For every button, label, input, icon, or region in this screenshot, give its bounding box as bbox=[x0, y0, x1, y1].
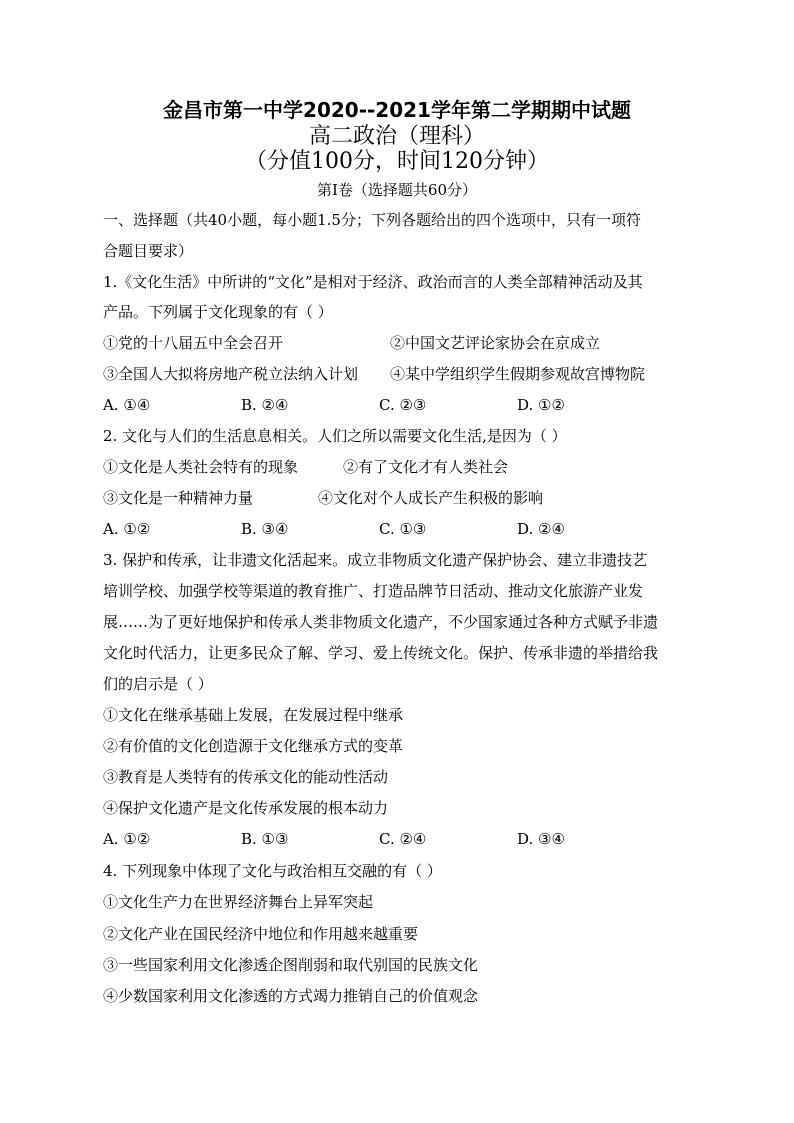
question-3-choice-a: A. ①② bbox=[103, 830, 151, 848]
question-2-item: ③文化是一种精神力量 bbox=[103, 489, 254, 507]
question-1-choice-c: C. ②③ bbox=[379, 396, 427, 414]
question-3-choice-c: C. ②④ bbox=[379, 830, 427, 848]
question-4-item: ②文化产业在国民经济中地位和作用越来越重要 bbox=[103, 925, 419, 943]
question-3-item: ①文化在继承基础上发展，在发展过程中继承 bbox=[103, 706, 404, 724]
question-1-item: ①党的十八届五中全会召开 bbox=[103, 334, 284, 352]
volume-title: 第Ⅰ卷（选择题共60分） bbox=[316, 181, 477, 199]
question-1-choice-a: A. ①④ bbox=[103, 396, 151, 414]
question-3-item: ④保护文化遗产是文化传承发展的根本动力 bbox=[103, 799, 389, 817]
question-4-item: ③一些国家利用文化渗透企图削弱和取代别国的民族文化 bbox=[103, 956, 479, 974]
instructions-line: 合题目要求） bbox=[103, 242, 194, 260]
question-3-item: ②有价值的文化创造源于文化继承方式的变革 bbox=[103, 737, 404, 755]
question-2-choice-d: D. ②④ bbox=[517, 520, 565, 538]
question-2-choice-a: A. ①② bbox=[103, 520, 151, 538]
instructions-line: 一、选择题（共40小题，每小题1.5分；下列各题给出的四个选项中，只有一项符 bbox=[103, 211, 641, 229]
question-1-choice-b: B. ②④ bbox=[241, 396, 289, 414]
question-3-item: ③教育是人类特有的传承文化的能动性活动 bbox=[103, 768, 389, 786]
question-4-item: ①文化生产力在世界经济舞台上异军突起 bbox=[103, 893, 374, 911]
question-2-item: ①文化是人类社会特有的现象 bbox=[103, 458, 299, 476]
question-3-stem: 文化时代活力，让更多民众了解、学习、爱上传统文化。保护、传承非遗的举措给我 bbox=[103, 644, 659, 662]
question-4-item: ④少数国家利用文化渗透的方式竭力推销自己的价值观念 bbox=[103, 987, 479, 1005]
question-1-item: ②中国文艺评论家协会在京成立 bbox=[390, 334, 601, 352]
question-1-item: ③全国人大拟将房地产税立法纳入计划 bbox=[103, 365, 359, 383]
question-1-item: ④某中学组织学生假期参观故宫博物院 bbox=[390, 365, 646, 383]
question-3-stem: 培训学校、加强学校等渠道的教育推广、打造品牌节日活动、推动文化旅游产业发 bbox=[103, 582, 644, 600]
exam-score-time: （分值100分，时间120分钟） bbox=[245, 149, 549, 174]
exam-school-title: 金昌市第一中学2020--2021学年第二学期期中试题 bbox=[163, 98, 631, 122]
question-1-choice-d: D. ①② bbox=[517, 396, 565, 414]
question-2-item: ②有了文化才有人类社会 bbox=[343, 458, 509, 476]
question-2-item: ④文化对个人成长产生积极的影响 bbox=[318, 489, 544, 507]
question-3-stem: 们的启示是（ ） bbox=[103, 675, 213, 693]
question-4-stem: 4. 下列现象中体现了文化与政治相互交融的有（ ） bbox=[103, 862, 442, 880]
exam-subject: 高二政治（理科） bbox=[308, 124, 485, 149]
question-2-choice-c: C. ①③ bbox=[379, 520, 427, 538]
question-2-choice-b: B. ③④ bbox=[241, 520, 289, 538]
question-1-stem: 产品。下列属于文化现象的有（ ） bbox=[103, 303, 333, 321]
question-3-stem: 展……为了更好地保护和传承人类非物质文化遗产，不少国家通过各种方式赋予非遗 bbox=[103, 613, 659, 631]
question-1-stem: 1.《文化生活》中所讲的“文化”是相对于经济、政治而言的人类全部精神活动及其 bbox=[103, 273, 643, 291]
question-3-choice-d: D. ③④ bbox=[517, 830, 565, 848]
question-3-stem: 3. 保护和传承，让非遗文化活起来。成立非物质文化遗产保护协会、建立非遗技艺 bbox=[103, 551, 648, 569]
question-2-stem: 2. 文化与人们的生活息息相关。人们之所以需要文化生活,是因为（ ） bbox=[103, 427, 567, 445]
question-3-choice-b: B. ①③ bbox=[241, 830, 289, 848]
